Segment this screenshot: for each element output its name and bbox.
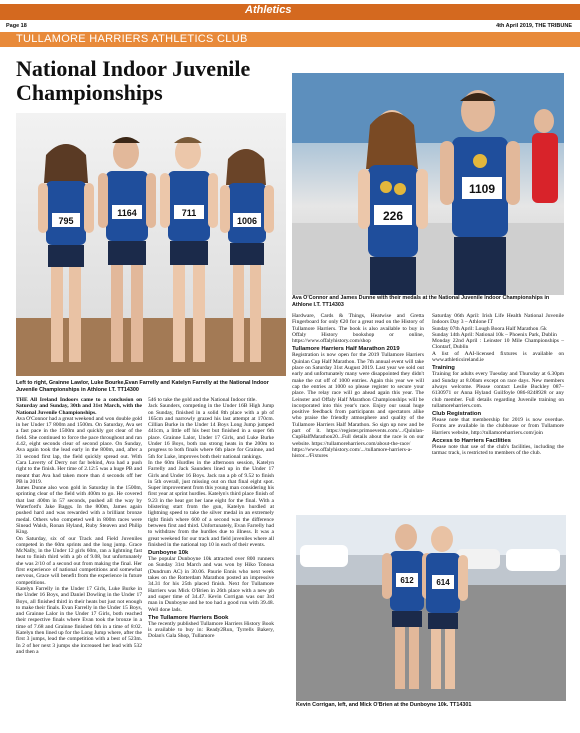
paragraph: THE All Ireland Indoors came to a conclusion on Saturday and Sunday, 30th and 31st March, with the National Juvenile Championships. [16, 397, 142, 416]
bib-711: 711 [181, 208, 197, 218]
photo-four-athletes [16, 113, 286, 376]
subheading: The Tullamore Harriers Book [148, 614, 229, 621]
page-number: Page 18 [6, 23, 27, 29]
paragraph: Please note that use of the club's facilities, including the tarmac track, is restricted to members of the club. [432, 444, 564, 457]
photo-dunboyne-runners [296, 515, 566, 701]
bib-612: 612 [400, 576, 414, 585]
paragraph: Training for adults every Tuesday and Thursday at 6.30pm and Sunday at 8.00am except on race days. New members always welcome. Please contact Leslie Buckley 087–6130971 or Anna Hyland Guilfoyle 086-8248928 or any club member. Full details regarding Juvenile training on tullamoreharriers.com. [432, 371, 564, 409]
photo2-caption: Ava O'Connor and James Dunne with their medals at the National Juvenile Indoor Championships in Athlone I.T. TT14303 [292, 295, 550, 308]
subheading: Access to Harriers Facilities [432, 438, 511, 445]
paragraph: The recently published Tullamore Harriers History Book is available to buy in: Ready2Run, Tyrrells Bakery, Dolan's Gala Shop, Tullamore [148, 620, 274, 640]
paragraph: Ava O'Connor had a great weekend and won double gold in her Under 17 800m and 1500m. On Saturday, Ava set a fast pace in the 1500m and quickly got clear of the field. She continued to force the pace throughout and ran 4.42, eight seconds clear of second place. On Sunday, Ava again took the lead early in the 800m, and, after a 31 second first lap, the field quickly spread out. With Cara Laverty of Derry not far behind, Ava had a push right to the finish. Her time of 2.12:5 was a huge PB and meant that Ava had taken more than 4 seconds off her PB in 2019. [16, 415, 142, 485]
club-title: TULLAMORE HARRIERS ATHLETICS CLUB [16, 33, 248, 45]
issue-date: 4th April 2019, THE TRIBUNE [496, 23, 572, 29]
paragraph: Sunday 14th April: National 10k – Phoenix Park, Dublin [432, 331, 557, 338]
photo-medallists [292, 73, 564, 295]
article-column-2 [148, 397, 274, 640]
paragraph: Jack Saunders, competing in the Under 16B High Jump on Sunday, finished in a solid 8th place with a pb of 165cm and narrowly grazed his last attempt at 170cm. Cillian Burke in the Under 14 Boys Long Jump jumped 441cm, a little off his best but finished in a super 6th place. Grainne Lalor, Under 17 Girls, and Luke Burke Under 16 Boys, both ran strong heats in the 200m to progress to both finals where 6th place for Grainne, and 5th for Luke, improves both their national rankings. [148, 403, 274, 460]
bib-795: 795 [58, 216, 74, 226]
bib-614: 614 [436, 578, 450, 587]
paragraph: Registration is now open for the 2019 Tullamore Harriers Quinlan Cup Half Marathon. The 7th annual event will take place on Saturday 31st August 2019. Last year we sold out early and unfortunately many were disappointed they didn't make the cut off of 1000 entries. Again this year we will cap the entries at 1000 so please register to secure your place. The relay race will go ahead again this year. The Leinster and Offaly Half Marathon Championships will be incorporated into this year's race. Enjoy our usual huge positive feedback from participants and spectators alike who praise the friendly atmosphere and quality of the Tullamore Harriers Half Marathon. So sign up now and be part of it. https://register.primoevents.com/.../Quinlan-CupHalfMarathon20...Full details about the race is on our website. https://tullamoreharriers.com/about-the-race/ [292, 352, 424, 447]
bib-1164: 1164 [117, 208, 137, 218]
subheading: Club Registration [432, 411, 482, 418]
paragraph: A list of AAI-licensed fixtures is available on www.athleticsireland.ie [432, 350, 564, 364]
photo3-caption: Kevin Corrigan, left, and Mick O'Brien at the Dunboyne 10k. TT14301 [296, 702, 472, 708]
paragraph: Saturday 06th April: Irish Life Health National Juvenile Indoors Day 3 – Athlone IT [432, 313, 564, 326]
paragraph: Hardware, Cards & Things, Heatwise and Gretta Fingerboard for only €20 for a great read on the History of Tullamore Harriers. The book is also available to buy in Offaly History bookshop or online, https://www.offalyhistory.com/shop [292, 313, 424, 345]
photo1-caption: Left to right, Grainne Lawlor, Luke Bourke,Evan Farrelly and Katelyn Farrelly at the National Indoor Juvenile Championships in Athlone I.T. TT14300 [16, 380, 269, 393]
subheading: Training [432, 365, 455, 372]
subheading: Tullamore Harriers Half Marathon 2019 [292, 346, 400, 353]
article-column-3 [292, 313, 424, 460]
bib-226: 226 [382, 209, 404, 223]
paragraph: Katelyn Farrelly in the Under 17 Girls, Luke Burke in the Under 16 Boys, and Daniel Dowling in the Under 17 Boys, all finished third in their heats but just not enough to make their finals. Evan Farrelly in the Under 15 Boys, and Grainne Lalor in the Under 17 Girls, both reached their respective finals where Evan took the bronze in a time of 7.68 and Grainne finished 6th in a time of 8:02. Katelyn then lined up for the Long Jump where, after the first 3 jumps, lead the competition with a best of 523m. In 2 of her next 3 jumps she increased her lead with 532 and then a [16, 585, 142, 655]
paragraph: On Saturday, six of our Track and Field Juveniles competed in the 60m sprints and the long jump. Grace McNally, in the Under 12 girls 60m, ran a lightning fast heat to finish third with a pb of 9.08, but unfortunately she was 2/10 of a second out from making the final. Her first experience of national competitions and somewhat nervous, Grace will benefit from the experience in future competitions. [16, 535, 142, 586]
paragraph: Sunday 07th April: Lough Boora Half Marathon /5k [432, 325, 547, 332]
paragraph: In the 60m Hurdles in the afternoon session, Katelyn Farrelly and Jack Saunders lined up in the Under 17 Girls and Under 16 Boys. Jack ran a pb of 9.52 to finish in 5th overall, just missing out on that final eight spot. Super improvement from this young man considering his first year at sprint hurdles. Katelyn's third place finish of 9.23 in the heat got her lane eight for the final. With a blistering start from the gun, Katelyn hurdled at lightning speed to take the silver medal in an extremely tight finish where 600 of a second was the difference between first and third. Unfortunately, Evan Farrelly had to withdraw from the hurdles due to illness. It was a great weekend for our track and field juveniles where all finished in the national top 10 in each of their events. [148, 459, 274, 548]
paragraph: https://www.offalyhistory.com/.../tullamore-harriers-a-histor.../Fixtures [292, 446, 413, 460]
paragraph: The popular Dunboyne 10k attracted over 800 runners on Sunday 31st March and was won by Hiko Tonosa (Dundrum AC) in 30.06. Paurie Ennis who next week takes on the Rotterdam Marathon posted an impressive 34.31 for his 25th placed finish. Next for Tullamore Harriers was Mick O'Brien in 26th place with a new pb and super time of 34.47. Kevin Corrigan was our 3rd man in Dunboyne and he too had a good run with 39.48. Well done lads. [148, 556, 274, 613]
bib-1006: 1006 [236, 216, 258, 226]
section-title: Athletics [245, 4, 292, 16]
bib-1109: 1109 [468, 182, 496, 196]
paragraph: Please note that membership for 2019 is now overdue. Forms are available in the clubhouse or from Tullamore Harriers website, http://tullamoreharriers.com/join [432, 417, 564, 436]
article-column-1 [16, 397, 142, 655]
subheading: Dunboyne 10k [148, 550, 189, 557]
paragraph: 546 to take the gold and the National Indoor title. [148, 397, 257, 403]
paragraph: Monday 22nd April : Leinster 10 Mile Championships – Clontarf, Dublin [432, 338, 564, 351]
paragraph: James Dunne also won gold in Saturday in the 1500m, sprinting clear of the field with 400m to go. He covered that last 400m in 57 seconds, pushed all the way by Waterford's Jake Baggs. In the 800m, James again pushed hard and was rewarded with a brilliant bronze medal. Others who competed well in 800m races were Sinead Walsh, Ronan Hyland, Ruby Steaven and Philip King. [16, 485, 142, 536]
article-column-4 [432, 313, 564, 457]
headline: National Indoor Juvenile Championships [16, 56, 251, 105]
